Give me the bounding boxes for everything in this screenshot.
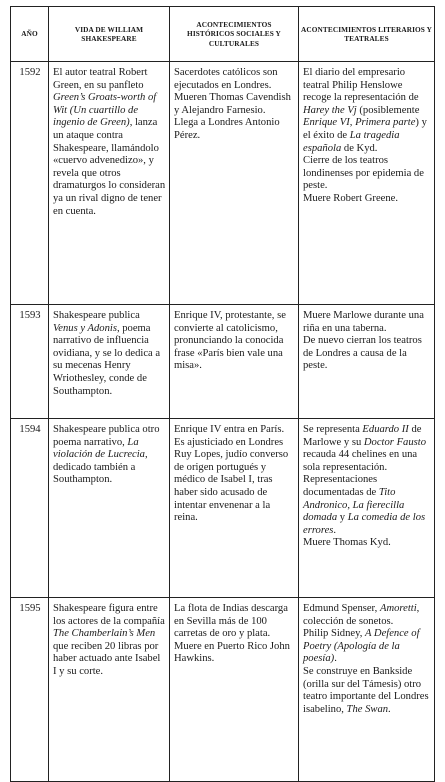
cell-paragraph: [303, 474, 431, 537]
chronology-table: [10, 6, 435, 782]
cell-paragraph: [174, 67, 295, 92]
text-run: de Kyd.: [341, 142, 378, 154]
text-run: Muere Thomas Kyd.: [303, 537, 391, 549]
italic-title: The Chamberlain’s Men: [53, 628, 156, 640]
cell-paragraph: [174, 424, 295, 437]
cell-paragraph: [303, 666, 431, 716]
text-run: .: [388, 703, 391, 715]
year-cell: 1593: [11, 305, 49, 419]
text-run: ,: [347, 499, 353, 511]
text-run: Shakespeare figura entre los actores de la compañía: [53, 603, 165, 627]
history-cell: [170, 598, 299, 782]
text-run: que reciben 20 libras por haber actuado ante Isabel I y su corte.: [53, 640, 161, 677]
text-run: Edmund Spenser,: [303, 603, 380, 614]
text-run: Muere en Puerto Rico John Hawkins.: [174, 640, 290, 665]
italic-title: Amoretti: [379, 603, 417, 614]
cell-paragraph: [303, 67, 431, 155]
cell-paragraph: [303, 424, 431, 474]
text-run: y: [337, 512, 348, 524]
history-cell: [170, 305, 299, 419]
italic-title: La tragedia española: [303, 129, 400, 154]
header-life: VIDA DE WILLIAM SHAKESPEARE: [49, 7, 170, 62]
text-run: recauda 44 chelines en una sola representación.: [303, 449, 418, 473]
italic-title: Enrique VI, Primera parte: [303, 117, 416, 129]
italic-title: La comedia de los errores: [303, 512, 426, 536]
life-cell: [49, 305, 170, 419]
cell-paragraph: [174, 437, 295, 525]
text-run: Representaciones documentadas de: [303, 474, 379, 498]
cell-paragraph: [53, 603, 166, 679]
text-run: Enrique IV entra en París.: [174, 424, 285, 435]
header-theatre: ACONTECIMIENTOS LITERARIOS Y TEATRALES: [299, 7, 435, 62]
text-run: (posiblemente: [356, 104, 420, 116]
italic-title: Doctor Fausto: [363, 436, 426, 448]
text-run: , poema narrativo de influencia ovidiana, y se lo dedica a su mecenas Henry Wriothesley, conde de Southampton.: [53, 322, 161, 397]
text-run: La flota de Indias descarga en Sevilla más de 100 carretas de oro y plata.: [174, 603, 288, 640]
text-run: Mueren Thomas Cavendish y Alejandro Farnesio.: [174, 92, 291, 116]
cell-paragraph: [303, 603, 431, 628]
table-row: [11, 62, 435, 305]
cell-paragraph: [303, 537, 431, 550]
text-run: , colección de sonetos.: [303, 603, 420, 627]
cell-paragraph: [174, 310, 295, 373]
text-run: .: [333, 524, 337, 536]
year-cell: 1594: [11, 419, 49, 598]
italic-title: Eduardo II: [362, 424, 409, 435]
italic-title: Green’s Groats-worth of Wit (Un cuartillo de ingenio de Green): [53, 92, 157, 129]
table-row: [11, 305, 435, 419]
life-cell: [49, 419, 170, 598]
history-cell: [170, 62, 299, 305]
italic-title: Harey the Vj: [303, 104, 357, 116]
cell-paragraph: [174, 641, 295, 666]
italic-title: La violación de Lucrecia: [53, 436, 145, 461]
cell-paragraph: [174, 117, 295, 142]
text-run: El autor teatral Robert Green, en su panfleto: [53, 67, 148, 91]
italic-title: La fierecilla domada: [303, 499, 405, 524]
italic-title: Tito Andronico: [303, 486, 396, 511]
header-year: AÑO: [11, 7, 49, 62]
theatre-cell: [299, 305, 435, 419]
text-run: de Marlowe y su: [303, 424, 422, 448]
cell-paragraph: [303, 628, 431, 666]
text-run: Shakespeare publica otro poema narrativo,: [53, 424, 160, 448]
life-cell: [49, 62, 170, 305]
italic-title: The Swan: [346, 703, 389, 715]
text-run: Philip Sidney,: [303, 628, 365, 640]
text-run: Se construye en Bankside (orilla sur del Támesis) otro teatro importante del Londres isabelino,: [303, 665, 429, 715]
table-row: [11, 419, 435, 598]
italic-title: Venus y Adonis: [53, 322, 117, 334]
cell-paragraph: [303, 335, 431, 373]
text-run: Muere Robert Greene.: [303, 192, 399, 204]
text-run: El diario del empresario teatral Philip Henslowe recoge la representación de: [303, 67, 419, 104]
cell-paragraph: [53, 310, 166, 398]
table-row: [11, 598, 435, 782]
theatre-cell: [299, 62, 435, 305]
cell-paragraph: [53, 67, 166, 218]
cell-paragraph: [303, 155, 431, 193]
theatre-cell: [299, 598, 435, 782]
cell-paragraph: [303, 310, 431, 335]
header-history: ACONTECIMIENTOS HISTÓRICOS SOCIALES Y CULTURALES: [170, 7, 299, 62]
header-row: [11, 7, 435, 62]
text-run: Shakespeare publica: [53, 310, 140, 321]
italic-title: A Defence of Poetry (Apología de la poesía): [303, 628, 420, 665]
text-run: Enrique IV, protestante, se convierte al catolicismo, pronunciando la conocida frase «París bien vale una misa».: [174, 310, 286, 372]
text-run: .: [334, 653, 337, 665]
text-run: Cierre de los teatros londinenses por epidemia de peste.: [303, 155, 424, 192]
history-cell: [170, 419, 299, 598]
text-run: De nuevo cierran los teatros de Londres a causa de la peste.: [303, 335, 422, 372]
text-run: ) y el éxito de: [303, 117, 427, 141]
life-cell: [49, 598, 170, 782]
cell-paragraph: [53, 424, 166, 487]
text-run: Se representa: [303, 424, 363, 435]
text-run: Es ajusticiado en Londres Ruy Lopes, judío converso de origen portugués y médico de Isabel I, tras haber sido acusado de intentar envenenar a la reina.: [174, 436, 289, 524]
theatre-cell: [299, 419, 435, 598]
cell-paragraph: [174, 603, 295, 641]
cell-paragraph: [303, 193, 431, 206]
text-run: , lanza un ataque contra Shakespeare, llamándolo «cuervo advenedizo», y revela que otros dramaturgos lo consideran ya un rival digno de tener en cuenta.: [53, 117, 166, 217]
cell-paragraph: [174, 92, 295, 117]
text-run: Sacerdotes católicos son ejecutados en Londres.: [174, 67, 278, 91]
text-run: Llega a Londres Antonio Pérez.: [174, 117, 280, 141]
year-cell: 1592: [11, 62, 49, 305]
text-run: , dedicado también a Southampton.: [53, 449, 148, 486]
text-run: Muere Marlowe durante una riña en una taberna.: [303, 310, 424, 334]
year-cell: 1595: [11, 598, 49, 782]
